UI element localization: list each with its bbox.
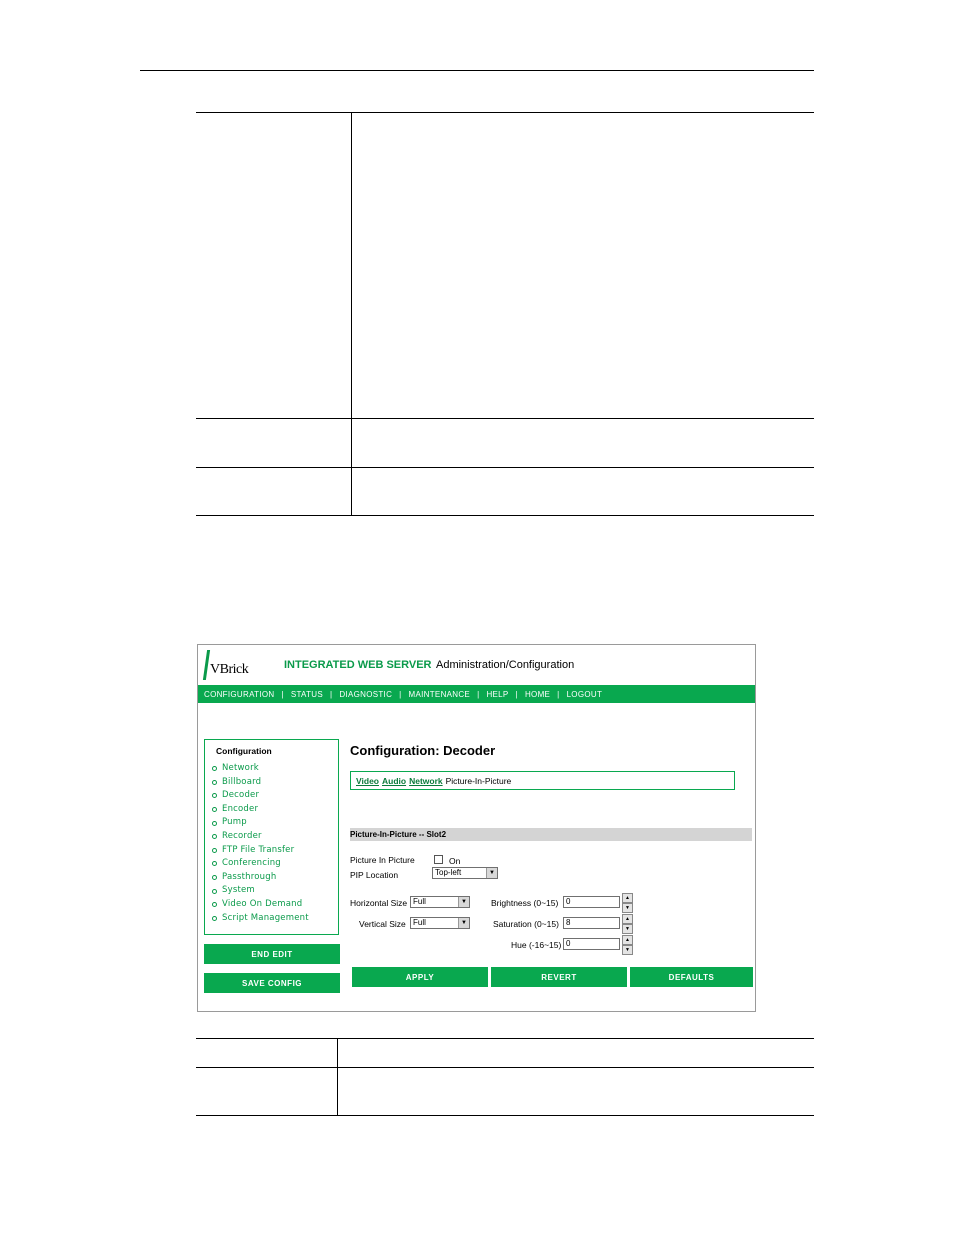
brightness-input[interactable]: 0 xyxy=(563,896,620,908)
nav-diagnostic[interactable]: DIAGNOSTIC xyxy=(339,689,393,699)
top-nav: CONFIGURATION | STATUS | DIAGNOSTIC | MAINTENANCE | HELP | HOME | LOGOUT xyxy=(198,685,755,703)
config-sidebar xyxy=(204,739,339,935)
spin-down-icon[interactable]: ▼ xyxy=(622,903,633,913)
decoder-subtabs xyxy=(350,771,735,790)
sidebar-item-vod[interactable]: Video On Demand xyxy=(212,898,309,912)
subtab-network[interactable]: Network xyxy=(409,775,443,786)
saturation-spinner[interactable] xyxy=(622,914,632,932)
bullet-icon xyxy=(212,889,217,894)
apply-button[interactable]: APPLY xyxy=(352,967,488,987)
bullet-icon xyxy=(212,807,217,812)
dropdown-arrow-icon: ▼ xyxy=(486,868,497,878)
sidebar-item-passthrough[interactable]: Passthrough xyxy=(212,871,309,885)
page-header-rule xyxy=(140,70,814,71)
saturation-label: Saturation (0~15) xyxy=(493,919,559,929)
spin-up-icon[interactable]: ▲ xyxy=(622,914,633,924)
sidebar-item-system[interactable]: System xyxy=(212,884,309,898)
sidebar-item-pump[interactable]: Pump xyxy=(212,816,309,830)
spin-up-icon[interactable]: ▲ xyxy=(622,893,633,903)
spin-up-icon[interactable]: ▲ xyxy=(622,935,633,945)
horizontal-size-select[interactable]: Full ▼ xyxy=(410,896,470,908)
vertical-size-select[interactable]: Full ▼ xyxy=(410,917,470,929)
bullet-icon xyxy=(212,861,217,866)
sidebar-item-conferencing[interactable]: Conferencing xyxy=(212,857,309,871)
subtab-audio[interactable]: Audio xyxy=(382,775,407,786)
dropdown-arrow-icon: ▼ xyxy=(458,897,469,907)
end-edit-button[interactable]: END EDIT xyxy=(204,944,340,964)
hue-spinner[interactable] xyxy=(622,935,632,953)
pip-on-label: On xyxy=(449,856,461,866)
bullet-icon xyxy=(212,766,217,771)
brand-title: INTEGRATED WEB SERVER xyxy=(284,659,432,671)
sidebar-item-billboard[interactable]: Billboard xyxy=(212,776,309,790)
sidebar-item-recorder[interactable]: Recorder xyxy=(212,830,309,844)
nav-configuration[interactable]: CONFIGURATION xyxy=(204,689,275,699)
bullet-icon xyxy=(212,780,217,785)
section-header: Picture-In-Picture -- Slot2 xyxy=(350,828,752,841)
pip-location-select[interactable]: Top-left ▼ xyxy=(432,867,498,879)
pip-location-label: PIP Location xyxy=(350,870,399,880)
revert-button[interactable]: REVERT xyxy=(491,967,627,987)
nav-maintenance[interactable]: MAINTENANCE xyxy=(408,689,471,699)
bullet-icon xyxy=(212,821,217,826)
sidebar-item-encoder[interactable]: Encoder xyxy=(212,803,309,817)
nav-help[interactable]: HELP xyxy=(486,689,509,699)
spin-down-icon[interactable]: ▼ xyxy=(622,924,633,934)
horizontal-size-label: Horizontal Size xyxy=(350,898,408,908)
subtab-video[interactable]: Video xyxy=(356,775,379,786)
sidebar-item-script[interactable]: Script Management xyxy=(212,912,309,926)
nav-home[interactable]: HOME xyxy=(524,689,551,699)
vbrick-logo: VBrick xyxy=(205,650,239,680)
sidebar-item-ftp[interactable]: FTP File Transfer xyxy=(212,844,309,858)
saturation-input[interactable]: 8 xyxy=(563,917,620,929)
brand-subtitle: Administration/Configuration xyxy=(436,659,575,671)
pip-label: Picture In Picture xyxy=(350,855,415,865)
bullet-icon xyxy=(212,916,217,921)
pip-on-checkbox[interactable] xyxy=(434,855,443,864)
page-title: Configuration: Decoder xyxy=(350,743,496,758)
bullet-icon xyxy=(212,875,217,880)
sidebar-item-network[interactable]: Network xyxy=(212,762,309,776)
nav-status[interactable]: STATUS xyxy=(290,689,323,699)
brightness-label: Brightness (0~15) xyxy=(491,898,559,908)
sidebar-title: Configuration xyxy=(216,746,272,756)
brightness-spinner[interactable] xyxy=(622,893,632,911)
bullet-icon xyxy=(212,902,217,907)
decoder-pip-screenshot xyxy=(197,644,756,1012)
sidebar-item-decoder[interactable]: Decoder xyxy=(212,789,309,803)
bullet-icon xyxy=(212,834,217,839)
subtab-pip-current: Picture-In-Picture xyxy=(445,775,512,786)
bullet-icon xyxy=(212,848,217,853)
hue-label: Hue (-16~15) xyxy=(511,940,562,950)
vertical-size-label: Vertical Size xyxy=(359,919,406,929)
save-config-button[interactable]: SAVE CONFIG xyxy=(204,973,340,993)
hue-input[interactable]: 0 xyxy=(563,938,620,950)
bullet-icon xyxy=(212,793,217,798)
spin-down-icon[interactable]: ▼ xyxy=(622,945,633,955)
defaults-button[interactable]: DEFAULTS xyxy=(630,967,753,987)
dropdown-arrow-icon: ▼ xyxy=(458,918,469,928)
nav-logout[interactable]: LOGOUT xyxy=(566,689,603,699)
